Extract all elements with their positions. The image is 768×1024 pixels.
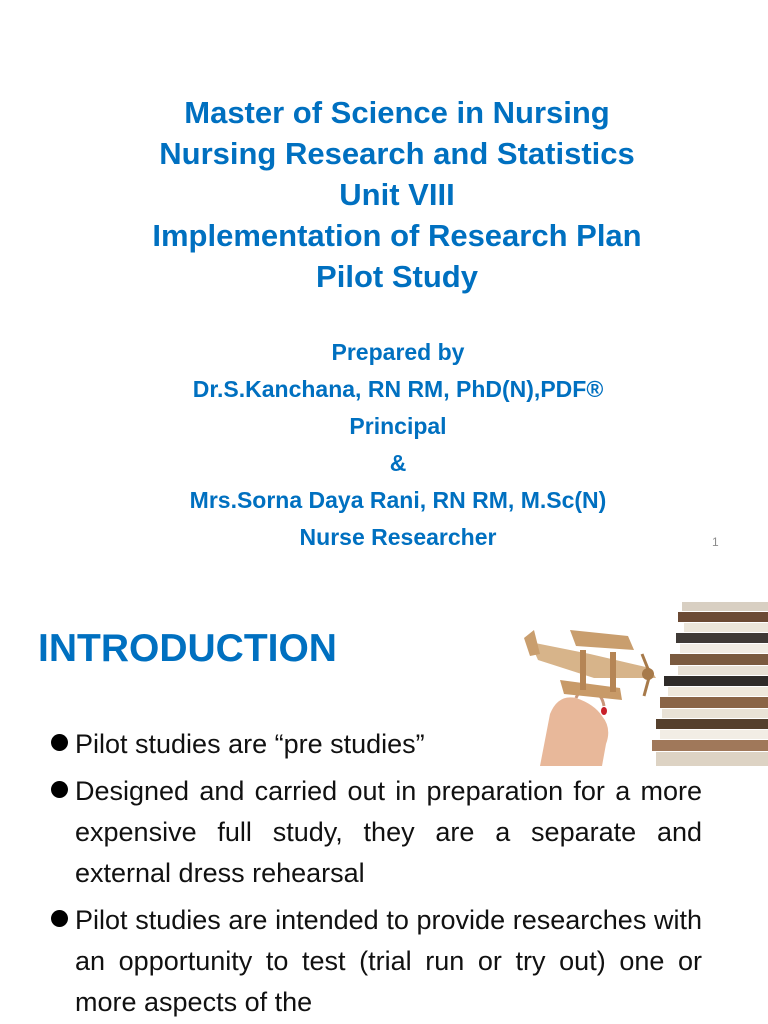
author-credits bbox=[0, 334, 768, 556]
slide-title bbox=[0, 92, 768, 297]
author-line: Principal bbox=[349, 413, 447, 439]
title-line: Implementation of Research Plan bbox=[152, 218, 642, 253]
list-item bbox=[48, 900, 702, 1023]
bullet-list bbox=[48, 724, 702, 1024]
author-line: & bbox=[389, 450, 407, 476]
author-line: Prepared by bbox=[331, 339, 465, 365]
wooden-airplane-toy-image bbox=[524, 630, 656, 700]
bullet-text: Pilot studies are intended to provide researches with an opportunity to test (trial run or try out) one or more aspects of the bbox=[75, 905, 702, 1017]
title-line: Master of Science in Nursing bbox=[184, 95, 610, 130]
author-line: Mrs.Sorna Daya Rani, RN RM, M.Sc(N) bbox=[189, 487, 607, 513]
title-line: Unit VIII bbox=[339, 177, 455, 212]
author-line: Nurse Researcher bbox=[299, 524, 497, 550]
bullet-dot bbox=[51, 734, 68, 751]
author-line: Dr.S.Kanchana, RN RM, PhD(N),PDF® bbox=[192, 376, 604, 402]
bullet-dot bbox=[51, 781, 68, 798]
list-item bbox=[48, 724, 702, 765]
section-heading: INTRODUCTION bbox=[38, 627, 337, 670]
introduction-slide bbox=[0, 576, 768, 1024]
title-line: Nursing Research and Statistics bbox=[159, 136, 635, 171]
list-item bbox=[48, 771, 702, 894]
bullet-dot bbox=[51, 910, 68, 927]
bullet-text: Designed and carried out in preparation for a more expensive full study, they are a separate and external dress rehearsal bbox=[75, 776, 702, 888]
bullet-text: Pilot studies are “pre studies” bbox=[75, 729, 425, 759]
slide-number: 1 bbox=[712, 535, 719, 549]
title-line: Pilot Study bbox=[316, 259, 478, 294]
